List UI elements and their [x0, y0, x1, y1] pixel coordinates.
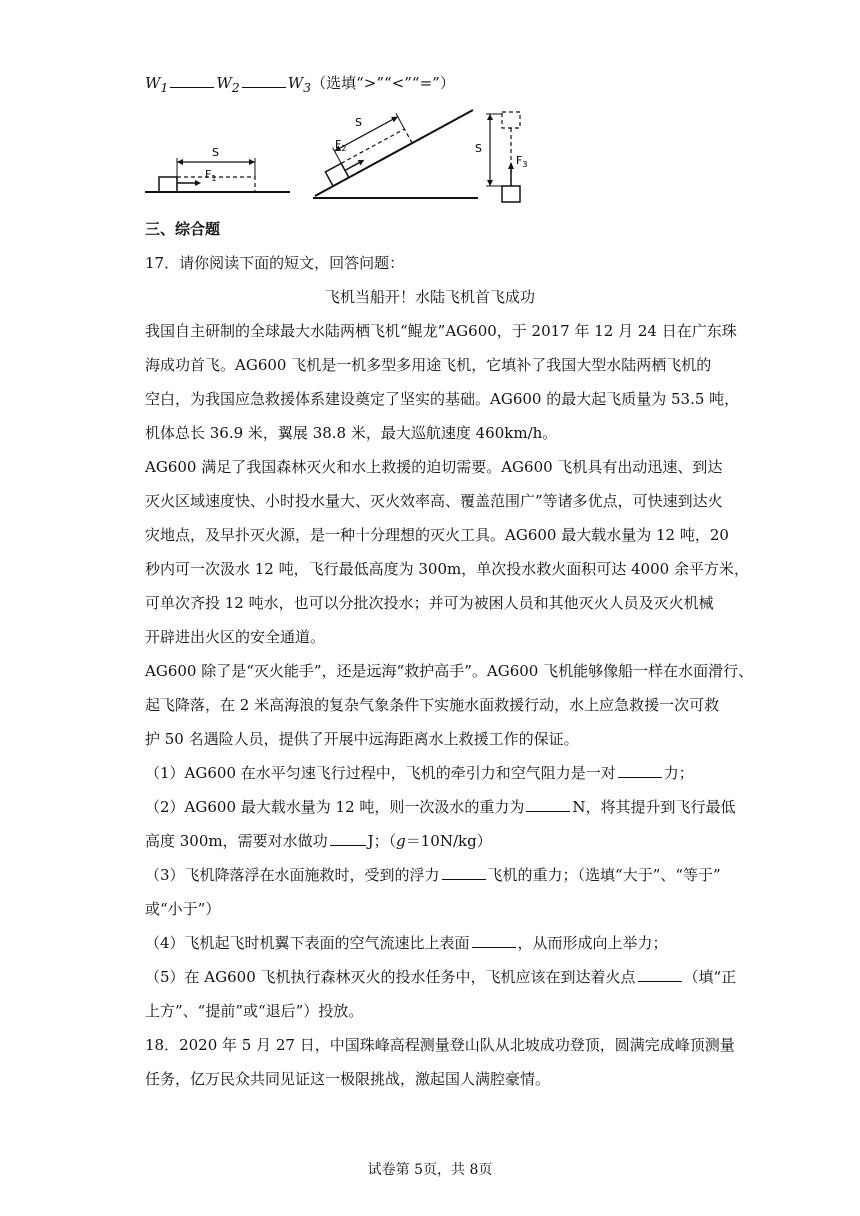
sub-question-3-cont: 或“小于”）: [145, 900, 221, 918]
distance-label: S: [212, 146, 219, 159]
q18-line: 18．2020 年 5 月 27 日，中国珠峰高程测量登山队从北坡成功登顶，圆满完成峰顶测量: [145, 1036, 735, 1054]
article-line: 护 50 名遇险人员，提供了开展中远海距离水上救援工作的保证。: [145, 730, 579, 748]
w1-subscript: 1: [160, 80, 169, 95]
figure-vertical-lift: [470, 108, 530, 204]
article-line: 海成功首飞。AG600 飞机是一机多型多用途飞机，它填补了我国大型水陆两栖飞机的: [145, 356, 712, 374]
article-line: 起飞降落，在 2 米高海浪的复杂气象条件下实施水面救援行动，水上应急救援一次可救: [145, 696, 720, 714]
answer-blank[interactable]: [526, 797, 570, 812]
answer-blank[interactable]: [472, 933, 516, 948]
svg-text:F3: [516, 154, 527, 169]
article-line: 可单次齐投 12 吨水，也可以分批次投水；并可为被困人员和其他灭火人员及灭火机械: [145, 594, 714, 612]
article-line: AG600 除了是“灭火能手”，还是远海“救护高手”。AG600 飞机能够像船一样在水面滑行、: [145, 662, 754, 680]
article-title: 飞机当船开！水陆飞机首飞成功: [324, 288, 535, 306]
article-line: 我国自主研制的全球最大水陆两栖飞机“鲲龙”AG600，于 2017 年 12 月 24 日在广东珠: [145, 322, 737, 340]
w3-symbol: W: [287, 74, 304, 92]
q17-intro: 17．请你阅读下面的短文，回答问题：: [145, 254, 405, 272]
sub-question-3: （3）飞机降落浮在水面施救时，受到的浮力 飞机的重力；（选填“大于”、“等于”: [145, 866, 721, 884]
answer-blank[interactable]: [442, 865, 486, 880]
article-line: 机体总长 36.9 米，翼展 38.8 米，最大巡航速度 460km/h。: [145, 424, 558, 442]
w1-symbol: W: [145, 74, 161, 92]
answer-blank[interactable]: [242, 73, 286, 88]
force-label: F: [516, 154, 523, 167]
w2-subscript: 2: [231, 80, 240, 95]
answer-blank[interactable]: [618, 763, 662, 778]
figure-horizontal-push: [145, 140, 290, 200]
article-line: AG600 满足了我国森林灭火和水上救援的迫切需要。AG600 飞机具有出动迅速、到达: [145, 458, 723, 476]
article-line: 灭火区域速度快、小时投水量大、灭火效率高、覆盖范围广”等诸多优点，可快速到达火: [145, 492, 723, 510]
distance-label: S: [475, 142, 482, 155]
sub-question-2-cont: 高度 300m，需要对水做功 J；（g＝10N/kg）: [145, 832, 492, 850]
article-line: 秒内可一次汲水 12 吨，飞行最低高度为 300m，单次投水救火面积可达 4000 余平方米，: [145, 560, 749, 578]
w3-subscript: 3: [303, 80, 312, 95]
sub-question-2: （2）AG600 最大载水量为 12 吨，则一次汲水的重力为 N，将其提升到飞行最低: [145, 798, 736, 816]
force-subscript: 2: [341, 144, 347, 153]
force-subscript: 1: [211, 174, 217, 183]
sub-question-1: （1）AG600 在水平匀速飞行过程中，飞机的牵引力和空气阻力是一对 力；: [145, 764, 694, 782]
sub-question-4: （4）飞机起飞时机翼下表面的空气流速比上表面 ，从而形成向上举力；: [145, 934, 668, 952]
w2-symbol: W: [216, 74, 232, 92]
article-line: 空白，为我国应急救援体系建设奠定了坚实的基础。AG600 的最大起飞质量为 53.5 吨，: [145, 390, 740, 408]
force-label: F: [335, 138, 342, 151]
choice-hint: （选填“>”“<”“=”）: [311, 74, 455, 92]
page-footer: 试卷第 5页，共 8页: [367, 1162, 493, 1178]
q18-line: 任务，亿万民众共同见证这一极限挑战，激起国人满腔豪情。: [145, 1070, 551, 1088]
answer-blank[interactable]: [170, 73, 214, 88]
comparison-line: [145, 73, 455, 98]
distance-label: S: [355, 116, 362, 129]
section-heading: 三、综合题: [145, 220, 221, 238]
sub-question-5-cont: 上方”、“提前”或“退后”）投放。: [145, 1002, 364, 1020]
svg-text:F2: [335, 138, 346, 153]
answer-blank[interactable]: [638, 967, 682, 982]
force-label: F: [205, 168, 212, 181]
force-subscript: 3: [522, 160, 528, 169]
answer-blank[interactable]: [330, 831, 366, 846]
sub-question-5: （5）在 AG600 飞机执行森林灭火的投水任务中，飞机应该在到达着火点 （填“正: [145, 968, 737, 986]
svg-text:F1: [205, 168, 216, 183]
figure-incline-push: [313, 96, 478, 200]
article-line: 灾地点，及早扑灭火源，是一种十分理想的灭火工具。AG600 最大载水量为 12 吨，20: [145, 526, 729, 544]
article-line: 开辟进出火区的安全通道。: [145, 628, 326, 646]
